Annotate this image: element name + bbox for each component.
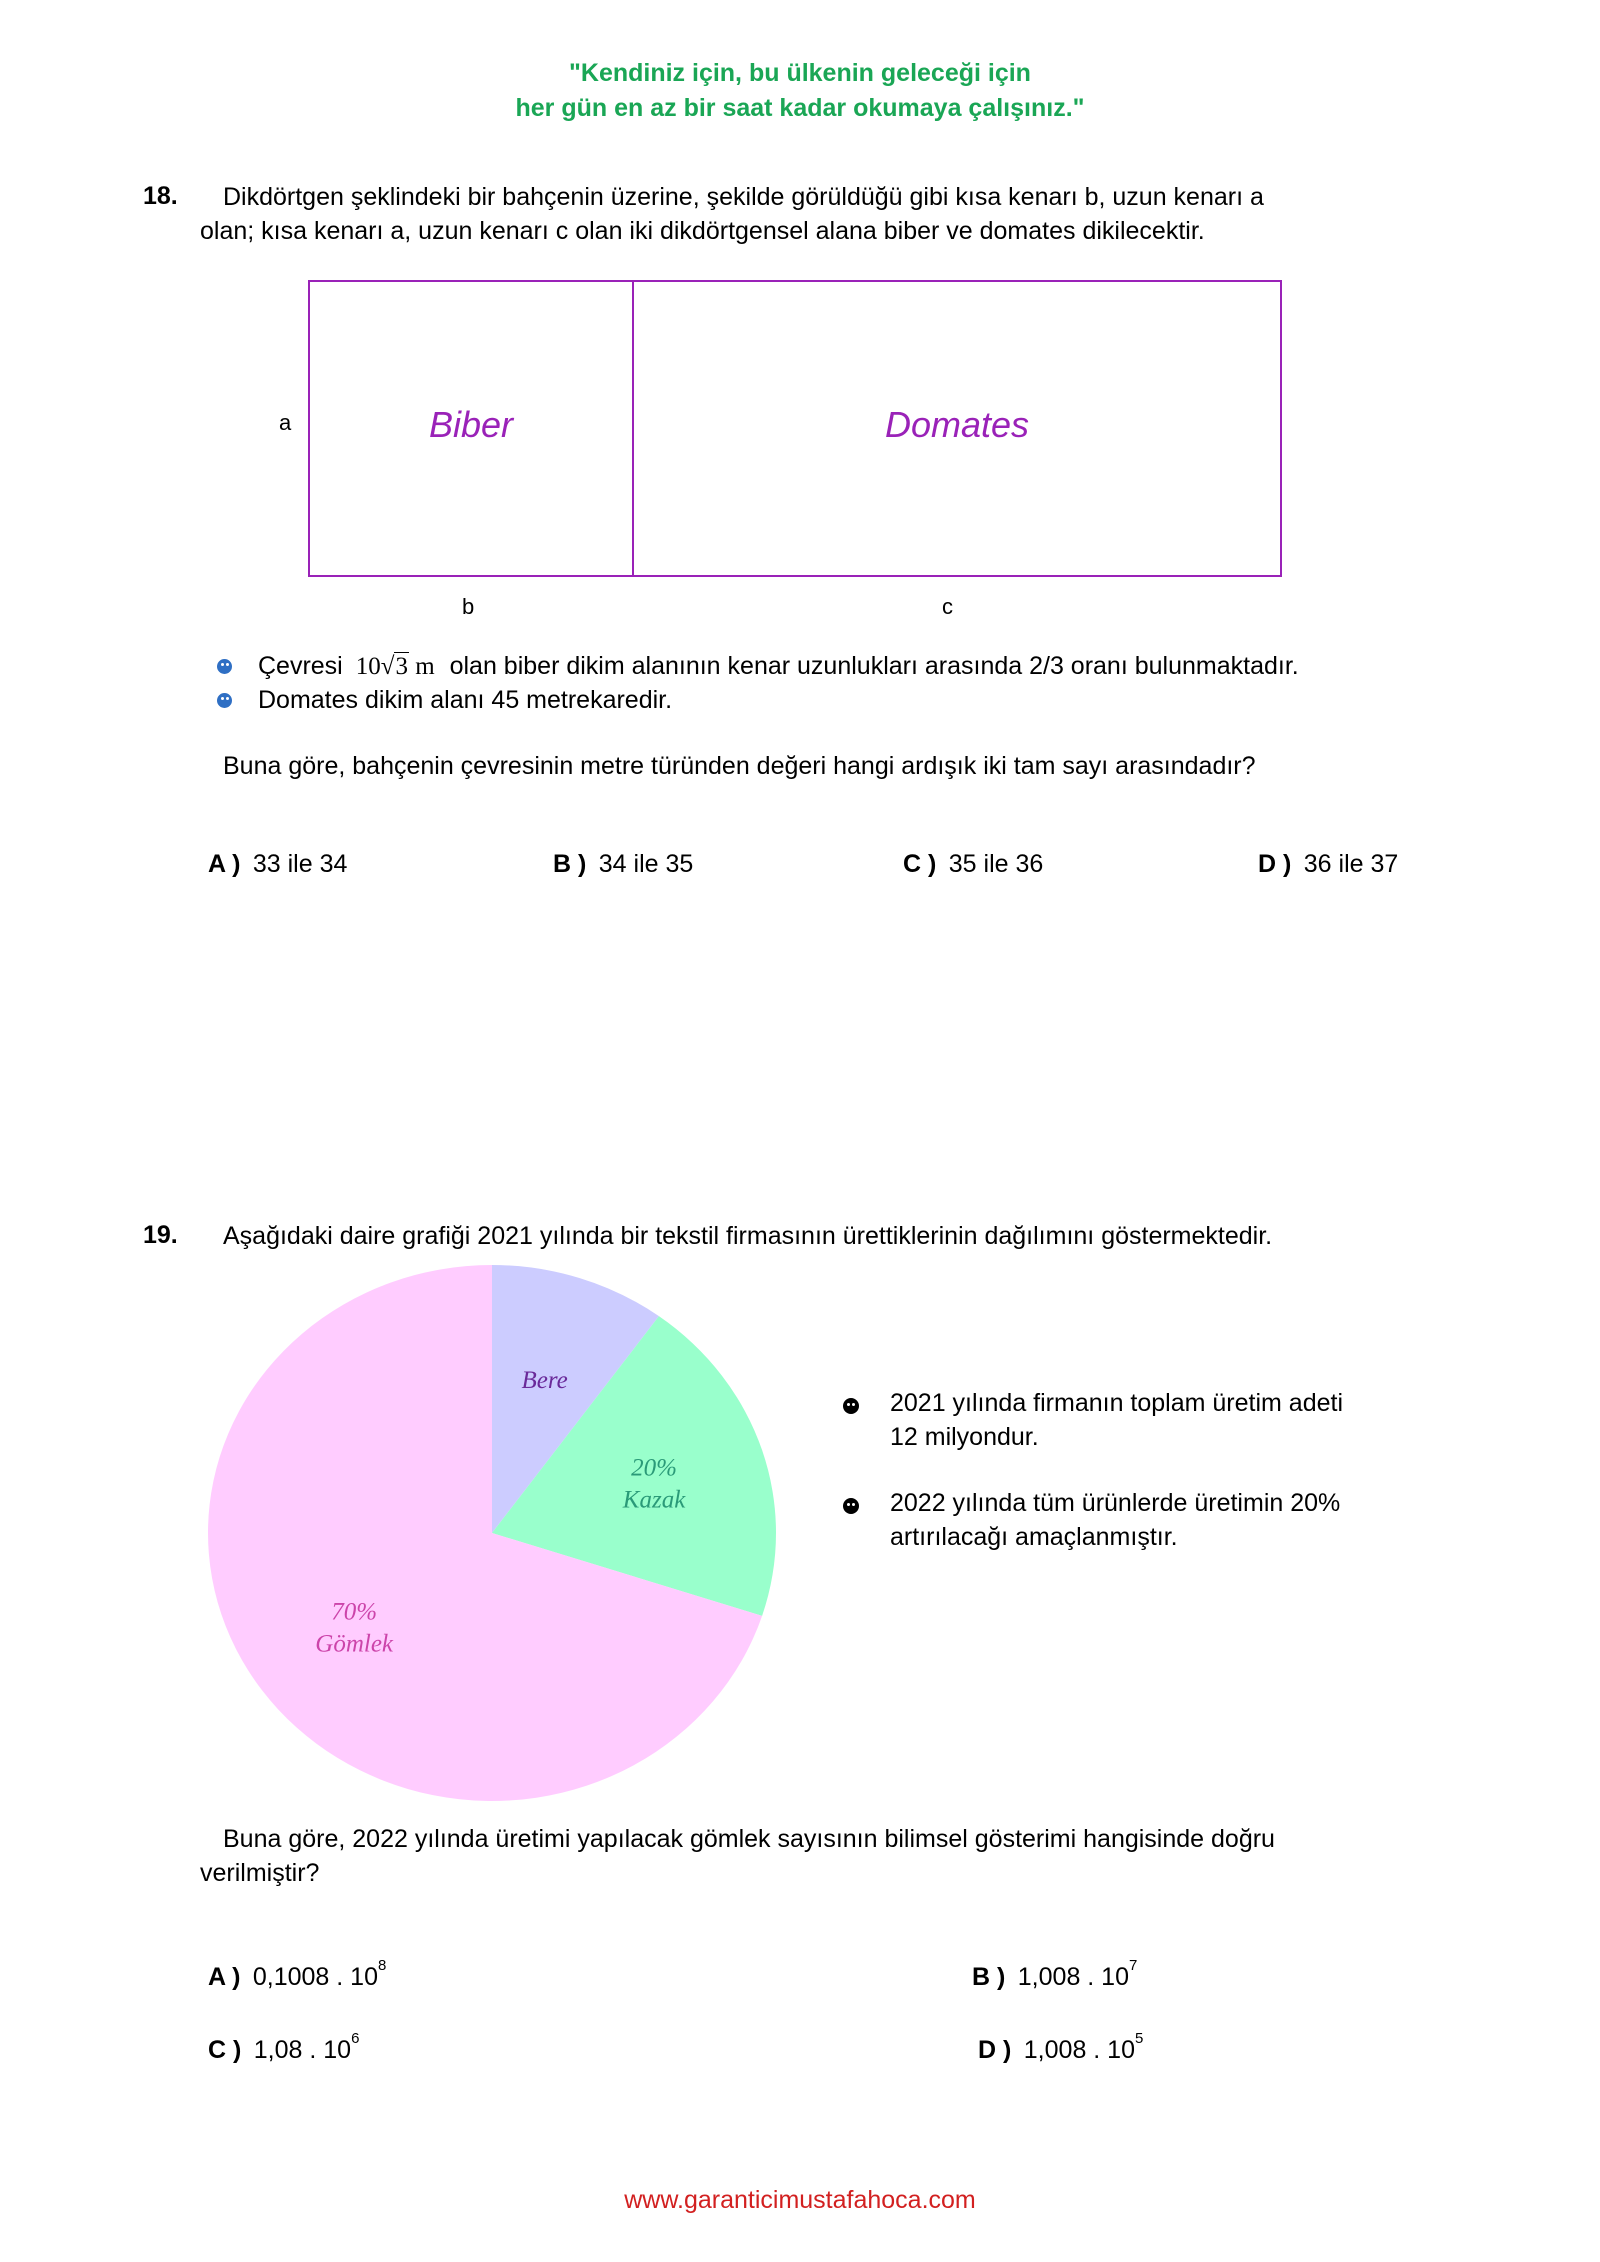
q18-option-c[interactable] <box>903 850 1043 879</box>
bullet-perimeter-text <box>258 649 1299 684</box>
pie-label-gömlek-percent: 70% <box>331 1598 378 1626</box>
question-18-prompt: Buna göre, bahçenin çevresinin metre türünden değeri hangi ardışık iki tam sayı arasındadır? <box>223 752 1256 780</box>
bullet-increase-line-1: 2022 yılında tüm ürünlerde üretimin 20% <box>890 1489 1341 1517</box>
quote-line-1: "Kendiniz için, bu ülkenin geleceği için <box>569 59 1031 87</box>
perimeter-coef: 10 <box>355 653 381 680</box>
option-letter: A ) <box>208 1963 241 1991</box>
question-19-text: Aşağıdaki daire grafiği 2021 yılında bir tekstil firmasının ürettiklerinin dağılımını göstermektedir. <box>223 1222 1273 1250</box>
pie-chart <box>200 1255 790 1815</box>
q19-option-b[interactable] <box>972 1957 1138 1992</box>
option-text: 33 ile 34 <box>252 850 348 878</box>
pie-slices <box>208 1265 776 1801</box>
exponent: 7 <box>1129 1957 1138 1974</box>
bullet-increase-goal <box>890 1486 1340 1554</box>
option-letter: B ) <box>972 1963 1006 1991</box>
bullet-total-production <box>890 1386 1343 1454</box>
bullet-total-line-1: 2021 yılında firmanın toplam üretim adeti <box>890 1389 1344 1417</box>
pie-label-bere: Bere <box>521 1367 568 1395</box>
pie-label-kazak-percent: 20% <box>631 1454 677 1482</box>
option-text: 1,08 . $10^6$ <box>253 2030 360 2064</box>
q18-option-b[interactable] <box>553 850 693 879</box>
perimeter-unit: m <box>415 653 435 680</box>
perimeter-expression <box>356 653 435 680</box>
pie-label-kazak: Kazak <box>622 1486 686 1514</box>
sqrt-symbol: √3 <box>380 653 408 680</box>
q19-option-a[interactable] <box>208 1957 387 1992</box>
q19-option-c[interactable] <box>208 2030 360 2065</box>
side-a-label: a <box>279 410 292 435</box>
question-18-text-line-1: Dikdörtgen şeklindeki bir bahçenin üzerine, şekilde görüldüğü gibi kısa kenarı b, uzun kenarı a <box>223 183 1264 211</box>
option-text: 1,008 . $10^7$ <box>1017 1957 1138 1991</box>
bullet-domates-text: Domates dikim alanı 45 metrekaredir. <box>258 686 673 714</box>
option-letter: D ) <box>1258 850 1292 878</box>
q19-option-d[interactable] <box>978 2030 1144 2065</box>
side-c-label: c <box>942 594 953 619</box>
option-text: 1,008 . $10^5$ <box>1023 2030 1144 2064</box>
option-letter: B ) <box>553 850 587 878</box>
bullet-perimeter-pre: Çevresi <box>258 652 343 680</box>
question-18-number: 18. <box>143 182 178 210</box>
bullet-total-line-2: 12 milyondur. <box>890 1423 1039 1451</box>
smiley-bullet-icon <box>217 659 232 674</box>
quote-line-2: her gün en az bir saat kadar okumaya çalışınız." <box>515 94 1085 122</box>
q18-option-a[interactable] <box>208 850 347 879</box>
smiley-bullet-icon <box>217 693 232 708</box>
option-letter: C ) <box>903 850 937 878</box>
option-text: 36 ile 37 <box>1303 850 1399 878</box>
footer-url[interactable]: www.garanticimustafahoca.com <box>624 2186 976 2214</box>
side-b-label: b <box>462 594 475 619</box>
option-text: 35 ile 36 <box>948 850 1044 878</box>
exponent: 5 <box>1135 2030 1144 2047</box>
option-letter: A ) <box>208 850 241 878</box>
option-letter: D ) <box>978 2036 1012 2064</box>
domates-label: Domates <box>884 404 1030 445</box>
bullet-increase-line-2: artırılacağı amaçlanmıştır. <box>890 1523 1178 1551</box>
question-19-prompt-line-2: verilmiştir? <box>200 1859 320 1887</box>
radicand: 3 <box>395 653 408 680</box>
bullet-perimeter-post: olan biber dikim alanının kenar uzunlukları arasında 2/3 oranı bulunmaktadır. <box>449 652 1299 680</box>
header-quote <box>0 56 1600 126</box>
biber-label: Biber <box>428 404 514 445</box>
question-19-number: 19. <box>143 1221 178 1249</box>
q18-option-d[interactable] <box>1258 850 1398 879</box>
pie-label-gömlek: Gömlek <box>315 1630 394 1658</box>
option-letter: C ) <box>208 2036 242 2064</box>
option-text: 0,1008 . $10^8$ <box>252 1957 387 1991</box>
smiley-bullet-icon <box>843 1498 859 1514</box>
option-text: 34 ile 35 <box>598 850 694 878</box>
question-19-prompt-line-1: Buna göre, 2022 yılında üretimi yapılacak gömlek sayısının bilimsel gösterimi hangisinde doğru <box>223 1825 1275 1853</box>
question-18-text-line-2: olan; kısa kenarı a, uzun kenarı c olan iki dikdörtgensel alana biber ve domates dikilecektir. <box>200 217 1205 245</box>
exponent: 6 <box>351 2030 360 2047</box>
exponent: 8 <box>377 1957 387 1974</box>
smiley-bullet-icon <box>843 1398 859 1414</box>
